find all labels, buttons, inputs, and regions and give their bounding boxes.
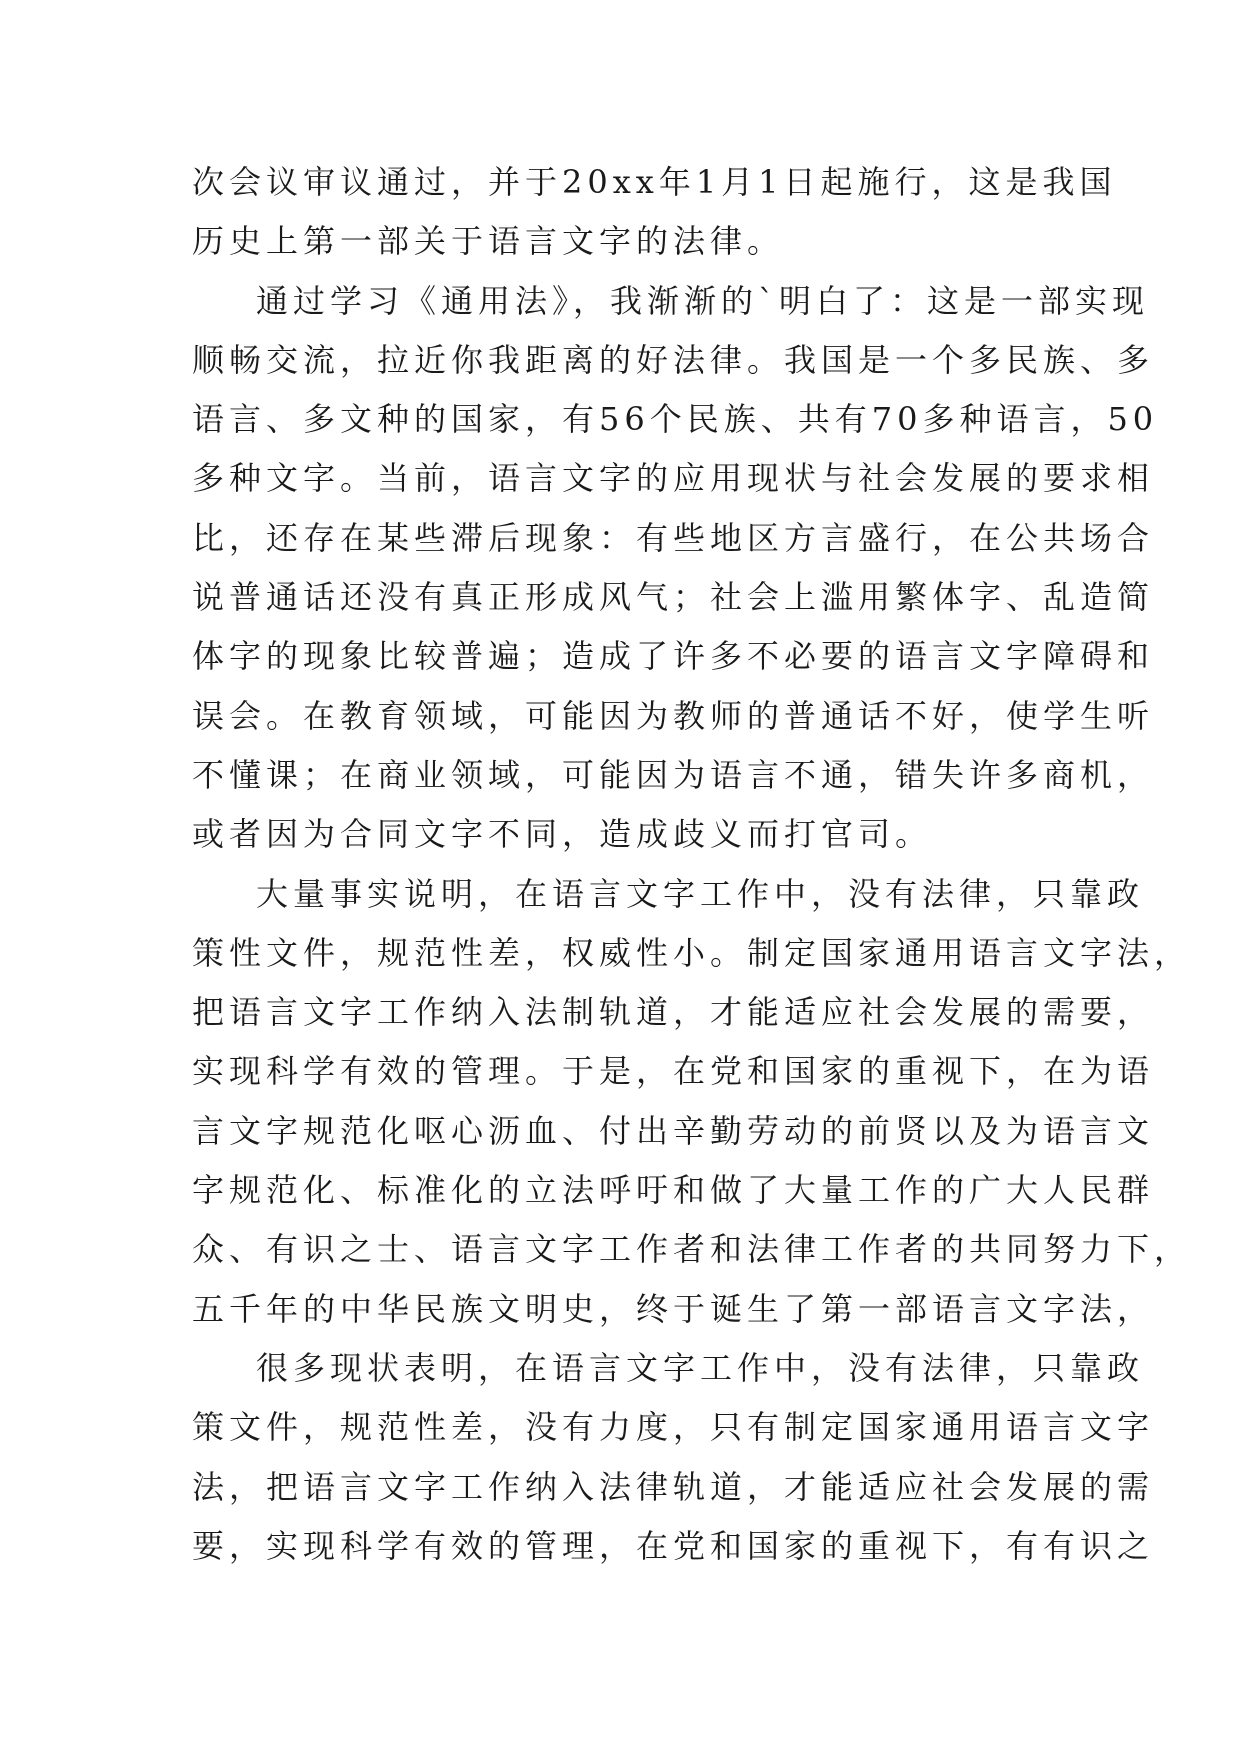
text-line: 策文件，规范性差，没有力度，只有制定国家通用语言文字 xyxy=(192,1408,1155,1447)
paragraph-start-line: 很多现状表明，在语言文字工作中，没有法律，只靠政 xyxy=(256,1348,1145,1387)
text-line: 不懂课；在商业领域，可能因为语言不通，错失许多商机， xyxy=(192,755,1155,794)
paragraph-start-line: 通过学习《通用法》，我渐渐的`明白了：这是一部实现 xyxy=(256,281,1150,320)
text-line: 实现科学有效的管理。于是，在党和国家的重视下，在为语 xyxy=(192,1052,1155,1091)
text-line: 语言、多文种的国家，有56个民族、共有70多种语言，50 xyxy=(192,400,1159,439)
text-line: 说普通话还没有真正形成风气；社会上滥用繁体字、乱造简 xyxy=(192,578,1155,617)
text-line: 五千年的中华民族文明史，终于诞生了第一部语言文字法， xyxy=(192,1289,1155,1328)
text-line: 策性文件，规范性差，权威性小。制定国家通用语言文字法， xyxy=(192,933,1192,972)
text-line: 众、有识之士、语言文字工作者和法律工作者的共同努力下， xyxy=(192,1230,1192,1269)
text-line: 误会。在教育领域，可能因为教师的普通话不好，使学生听 xyxy=(192,696,1155,735)
paragraph-start-line: 大量事实说明，在语言文字工作中，没有法律，只靠政 xyxy=(256,874,1145,913)
text-line: 多种文字。当前，语言文字的应用现状与社会发展的要求相 xyxy=(192,459,1155,498)
text-line: 比，还存在某些滞后现象：有些地区方言盛行，在公共场合 xyxy=(192,518,1155,557)
text-line: 言文字规范化呕心沥血、付出辛勤劳动的前贤以及为语言文 xyxy=(192,1111,1155,1150)
text-line: 历史上第一部关于语言文字的法律。 xyxy=(192,222,785,261)
text-line: 次会议审议通过，并于20xx年1月1日起施行，这是我国 xyxy=(192,163,1117,201)
text-line: 或者因为合同文字不同，造成歧义而打官司。 xyxy=(192,815,933,854)
text-line: 体字的现象比较普遍；造成了许多不必要的语言文字障碍和 xyxy=(192,637,1155,676)
text-line: 要，实现科学有效的管理，在党和国家的重视下，有有识之 xyxy=(192,1526,1155,1565)
body-text xyxy=(192,153,1192,1576)
text-line: 把语言文字工作纳入法制轨道，才能适应社会发展的需要， xyxy=(192,993,1155,1032)
text-line: 法，把语言文字工作纳入法律轨道，才能适应社会发展的需 xyxy=(192,1467,1155,1506)
text-line: 顺畅交流，拉近你我距离的好法律。我国是一个多民族、多 xyxy=(192,340,1155,379)
text-line: 字规范化、标准化的立法呼吁和做了大量工作的广大人民群 xyxy=(192,1171,1155,1210)
